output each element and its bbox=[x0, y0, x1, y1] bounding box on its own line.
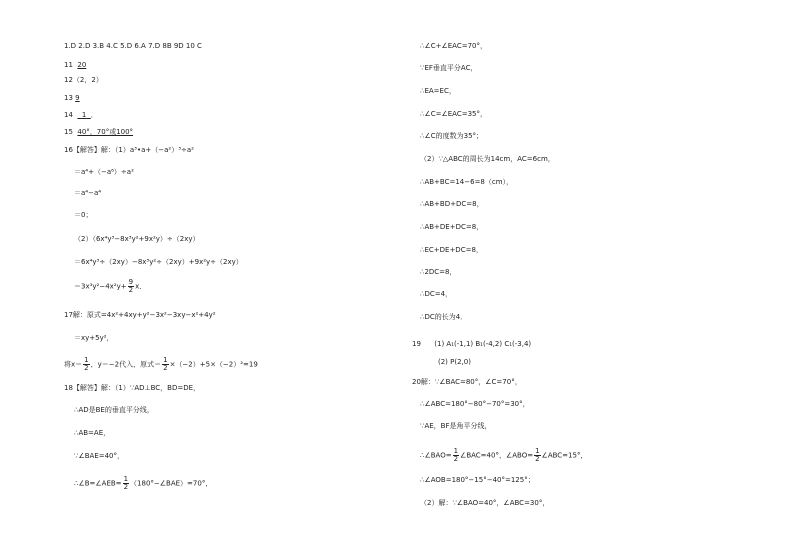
r-line10: ∴EC+DE+DC=8， bbox=[420, 246, 483, 254]
q16-heading: 16【解答】解：（1）a³•a+（−a²）³÷a² bbox=[64, 146, 194, 154]
q17-line3: 将x＝ $\frac{1}{2}$ ，y＝−2代入，原式＝ $\frac{1}{2}$ ×（−2）+5×（−2）²=19 bbox=[64, 356, 258, 372]
q20-line5: ∴∠AOB=180°−15°−40°=125°； bbox=[420, 476, 535, 484]
q18-heading: 18【解答】解：（1）∵AD⊥BC，BD=DE， bbox=[64, 384, 201, 392]
right-column bbox=[400, 0, 794, 550]
fraction: $\frac{9}{2}$ bbox=[128, 278, 134, 294]
r-line13: ∴DC的长为4． bbox=[420, 313, 468, 321]
q18-line5: ∴∠B=∠AEB= $\frac{1}{2}$ （180°−∠BAE）=70°， bbox=[74, 475, 213, 491]
q19-line1: 19 (1) A₁(-1,1) B₁(-4,2) C₁(-3,4) bbox=[412, 340, 532, 348]
answer-11: 11 20 bbox=[64, 61, 87, 69]
r-line11: ∴2DC=8， bbox=[420, 268, 457, 276]
fraction: $\frac{1}{2}$ bbox=[163, 356, 168, 372]
q18-line4: ∵∠BAE=40°， bbox=[74, 452, 125, 460]
q16-line2: ＝a⁴+（−a⁶）÷a² bbox=[74, 168, 134, 176]
r-line8: ∴AB+BD+DC=8， bbox=[420, 200, 484, 208]
answer-14: 14 1 ． bbox=[64, 111, 98, 119]
r-line9: ∴AB+DE+DC=8， bbox=[420, 223, 484, 231]
fraction: $\frac{1}{2}$ bbox=[123, 475, 129, 491]
answers-1-10: 1.D 2.D 3.B 4.C 5.D 6.A 7.D 8B 9D 10 C bbox=[64, 42, 202, 50]
fraction: $\frac{1}{2}$ bbox=[535, 447, 540, 463]
q20-line4: ∴∠BAO= $\frac{1}{2}$ ∠BAC=40°，∠ABO= $\frac{1}{2}$ ∠ABC=15°， bbox=[420, 447, 588, 463]
q16-line5: （2）（6x⁴y³−8x³y²+9x²y）÷（2xy） bbox=[74, 235, 200, 243]
q16-line4: ＝0； bbox=[74, 211, 93, 219]
q16-line7: ＝3x³y²−4x²y+ $\frac{9}{2}$ x． bbox=[74, 278, 147, 294]
r-line7: ∴AB+BC=14−6=8（cm）， bbox=[420, 178, 514, 186]
answer-15: 15 40°，70°或100° bbox=[64, 128, 134, 136]
q18-line2: ∴AD是BE的垂直平分线， bbox=[74, 406, 154, 414]
r-line5: ∴∠C的度数为35°； bbox=[420, 132, 484, 140]
q20-line3: ∵AE，BF是角平分线， bbox=[420, 422, 492, 430]
q20-heading: 20解：∵∠BAC=80°，∠C=70°， bbox=[412, 378, 522, 386]
q17-line1: 17解：原式=4x²+4xy+y²−3x²−3xy−x²+4y² bbox=[64, 311, 216, 319]
q16-line3: ＝a⁴−a⁴ bbox=[74, 189, 102, 197]
r-line2: ∵EF垂直平分AC， bbox=[420, 64, 478, 72]
answer-13: 13 9 bbox=[64, 94, 80, 102]
answer-12: 12（2，2） bbox=[64, 76, 103, 84]
q16-line6: ＝6x⁴y³÷（2xy）−8x³y²÷（2xy）+9x²y÷（2xy） bbox=[74, 258, 243, 266]
r-line1: ∴∠C+∠EAC=70°， bbox=[420, 42, 488, 50]
q18-line3: ∴AB=AE， bbox=[74, 429, 111, 437]
r-line6: （2）∵△ABC的周长为14cm，AC=6cm， bbox=[420, 155, 555, 163]
q20-line2: ∴∠ABC=180°−80°−70°=30°， bbox=[420, 400, 530, 408]
fraction: $\frac{1}{2}$ bbox=[453, 447, 459, 463]
q17-line2: ＝xy+5y²， bbox=[74, 334, 114, 342]
r-line12: ∴DC=4， bbox=[420, 290, 453, 298]
q19-line2: (2) P(2,0) bbox=[438, 358, 471, 366]
r-line3: ∴EA=EC， bbox=[420, 87, 456, 95]
fraction: $\frac{1}{2}$ bbox=[84, 356, 89, 372]
r-line4: ∴∠C=∠EAC=35°， bbox=[420, 110, 488, 118]
q20-line6: （2）解：∵∠BAO=40°，∠ABC=30°， bbox=[420, 499, 550, 507]
